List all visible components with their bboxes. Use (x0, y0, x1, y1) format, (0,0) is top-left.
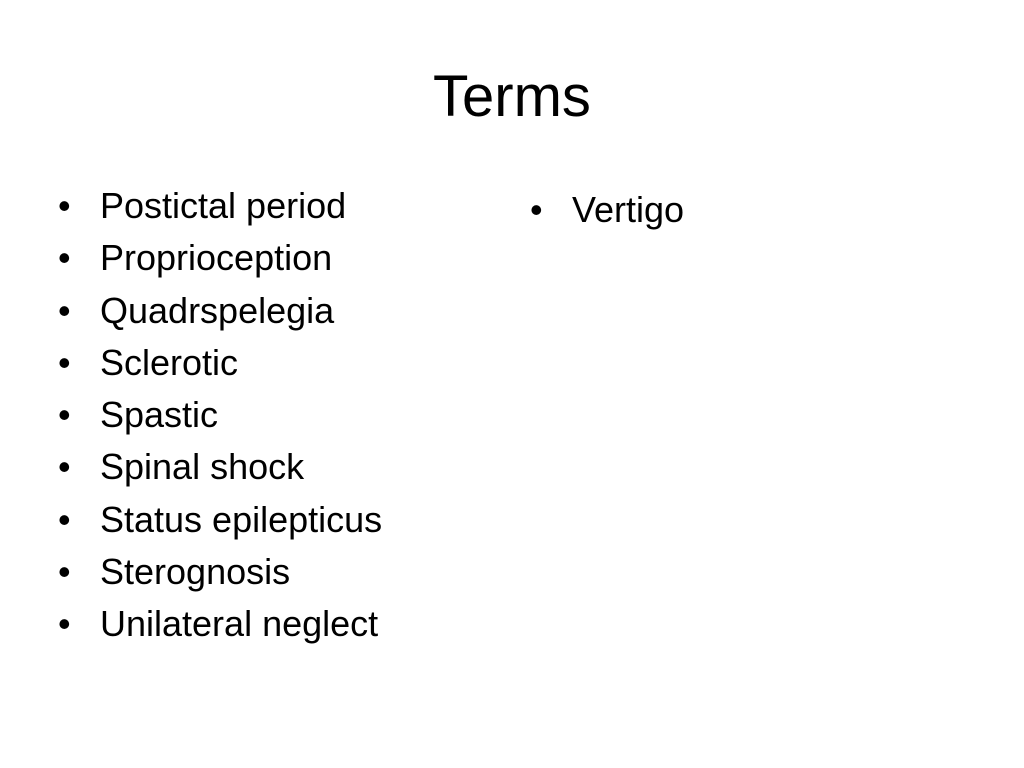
term-text: Vertigo (572, 189, 685, 230)
list-item (58, 232, 478, 284)
terms-list-right (530, 184, 950, 236)
list-item (58, 598, 478, 650)
bullet-icon: • (530, 189, 543, 230)
bullet-icon: • (58, 237, 71, 279)
list-item (58, 441, 478, 493)
list-item (58, 494, 478, 546)
term-text: Spastic (100, 394, 219, 436)
bullet-icon: • (58, 498, 71, 540)
slide-title: Terms (433, 64, 591, 129)
term-text: Status epilepticus (100, 498, 383, 540)
list-item (58, 180, 478, 232)
list-item (58, 389, 478, 441)
term-text: Sclerotic (100, 341, 239, 383)
term-text: Quadrspelegia (100, 289, 335, 331)
terms-list-left (58, 180, 478, 651)
bullet-icon: • (58, 394, 71, 436)
term-text: Postictal period (100, 185, 347, 226)
bullet-icon: • (58, 551, 71, 593)
list-item (58, 337, 478, 389)
bullet-icon: • (58, 446, 71, 488)
term-text: Sterognosis (100, 551, 291, 593)
list-item (530, 184, 950, 236)
term-text: Unilateral neglect (100, 603, 379, 645)
term-text: Spinal shock (100, 446, 305, 488)
list-item (58, 285, 478, 337)
bullet-icon: • (58, 341, 71, 383)
bullet-icon: • (58, 185, 71, 226)
list-item (58, 546, 478, 598)
bullet-icon: • (58, 289, 71, 331)
term-text: Proprioception (100, 237, 333, 279)
bullet-icon: • (58, 603, 71, 645)
